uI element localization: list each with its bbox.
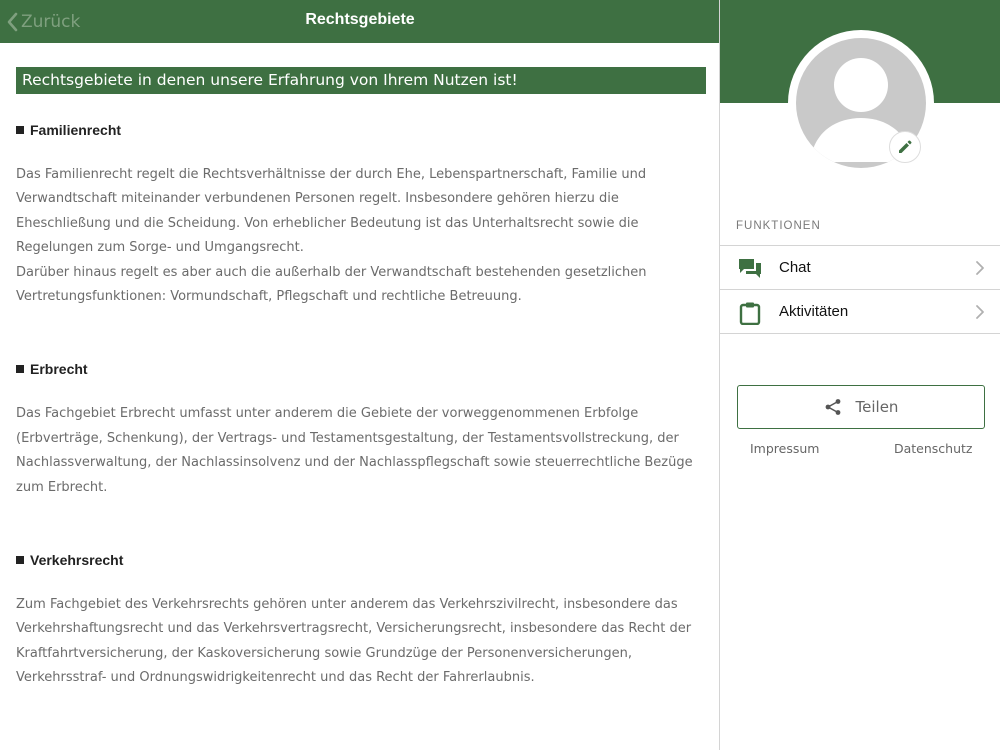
share-button[interactable] xyxy=(737,385,985,429)
menu-item-chat[interactable] xyxy=(720,246,1000,290)
chat-icon xyxy=(738,257,762,281)
bullet-icon xyxy=(16,126,24,134)
section-title-familienrecht xyxy=(16,122,706,138)
section-paragraph: Darüber hinaus regelt es aber auch die außerhalb der Verwandtschaft bestehenden gesetzlichen Vertretungsfunktionen: Vormundschaft, Pflegschaft und rechtliche Betreuung. xyxy=(16,264,647,305)
chevron-right-icon xyxy=(975,304,985,320)
content-area xyxy=(16,43,706,691)
pencil-icon xyxy=(897,139,913,155)
clipboard-icon xyxy=(738,301,762,325)
share-icon xyxy=(824,398,842,416)
bullet-icon xyxy=(16,556,24,564)
section-title-text: Verkehrsrecht xyxy=(30,552,124,569)
functions-section-label: FUNKTIONEN xyxy=(736,220,821,232)
page-title: Rechtsgebiete xyxy=(305,11,415,28)
share-label: Teilen xyxy=(855,398,899,416)
section-title-verkehrsrecht xyxy=(16,552,706,568)
headline-banner: Rechtsgebiete in denen unsere Erfahrung von Ihrem Nutzen ist! xyxy=(16,67,706,94)
edit-avatar-button[interactable] xyxy=(889,131,921,163)
chevron-right-icon xyxy=(975,260,985,276)
section-title-text: Erbrecht xyxy=(30,361,88,378)
navigation-bar xyxy=(0,0,720,43)
bullet-icon xyxy=(16,365,24,373)
section-paragraph: Das Fachgebiet Erbrecht umfasst unter anderem die Gebiete der vorweggenommenen Erbfolge (Erbverträge, Schenkung), der Vertrags- und Testamentsgestaltung, der Testamentsvollstreckung, der Nachlassverwaltung, der Nachlassinsolvenz und der Nachlasspflegschaft sowie steuerrechtliche Bezüge zum Erbrecht. xyxy=(16,406,693,495)
back-label[interactable]: Zurück xyxy=(21,12,81,32)
menu-item-label: Aktivitäten xyxy=(779,303,849,320)
menu-item-label: Chat xyxy=(779,259,811,276)
section-title-erbrecht xyxy=(16,361,706,377)
section-title-text: Familienrecht xyxy=(30,122,122,138)
datenschutz-link[interactable]: Datenschutz xyxy=(894,441,973,456)
side-pane xyxy=(719,0,1000,750)
functions-menu xyxy=(720,245,1000,334)
impressum-link[interactable]: Impressum xyxy=(750,441,820,456)
section-paragraph: Das Familienrecht regelt die Rechtsverhältnisse der durch Ehe, Lebenspartnerschaft, Familie und Verwandtschaft miteinander verbundenen Personen regelt. Insbesondere gehören hierzu die Eheschließung und die Scheidung. Von erheblicher Bedeutung ist das Unterhaltsrecht sowie die Regelungen zum Sorge- und Umgangsrecht. xyxy=(16,167,647,256)
menu-item-aktivitaeten[interactable] xyxy=(720,290,1000,334)
section-paragraph: Zum Fachgebiet des Verkehrsrechts gehören unter anderem das Verkehrszivilrecht, insbesondere das Verkehrshaftungsrecht und das Verkehrsvertragsrecht, Versicherungsrecht, insbesondere das Recht der Kraftfahrtversicherung, der Kaskoversicherung sowie Grundzüge der Personenversicherungen, Verkehrsstraf- und Ordnungswidrigkeitenrecht und das Recht der Fahrerlaubnis. xyxy=(16,597,692,686)
